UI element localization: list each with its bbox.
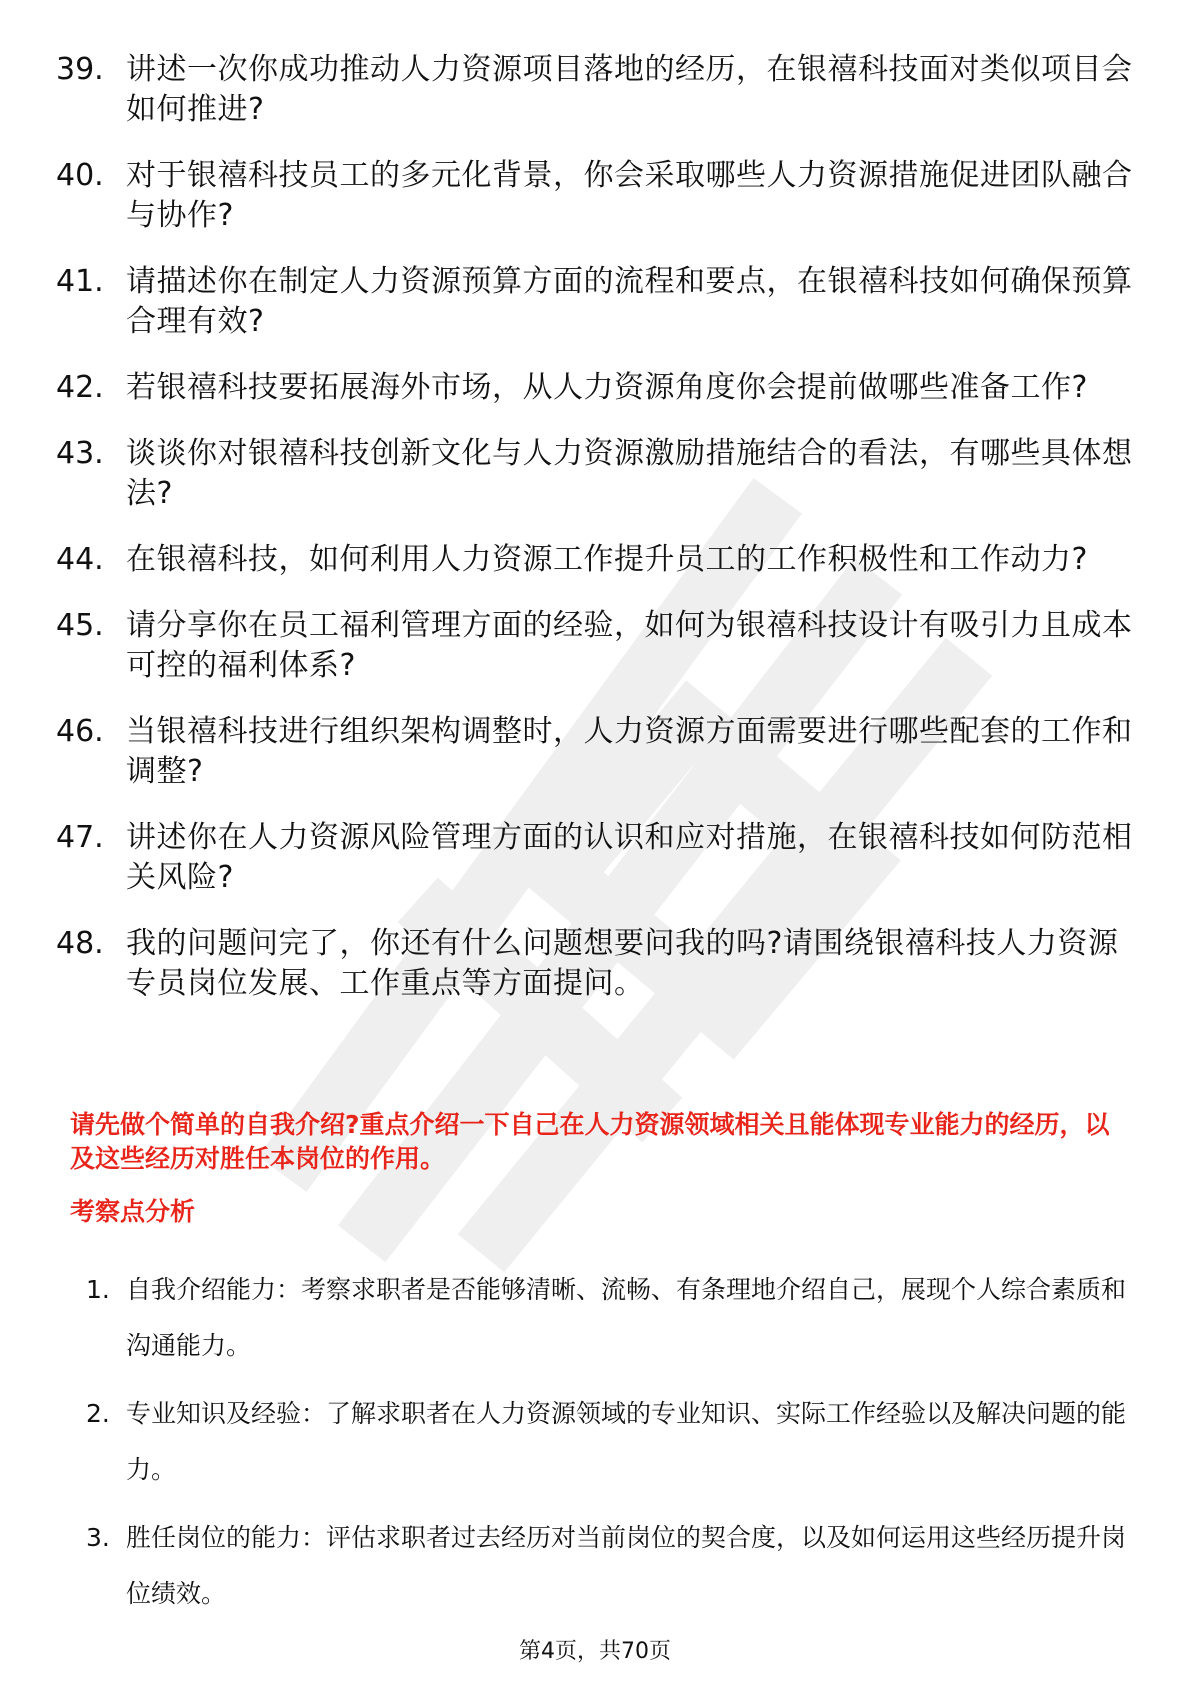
question-number: 41.: [56, 264, 104, 299]
analysis-text: 自我介绍能力：考察求职者是否能够清晰、流畅、有条理地介绍自己，展现个人综合素质和沟通能力。: [126, 1275, 1127, 1360]
question-text: 请描述你在制定人力资源预算方面的流程和要点，在银禧科技如何确保预算合理有效?: [126, 264, 1133, 339]
question-item: [56, 434, 1136, 514]
question-text: 请分享你在员工福利管理方面的经验，如何为银禧科技设计有吸引力且成本可控的福利体系?: [126, 608, 1133, 683]
question-text: 我的问题问完了，你还有什么问题想要问我的吗?请围绕银禧科技人力资源专员岗位发展、工作重点等方面提问。: [126, 926, 1119, 1001]
question-text: 当银禧科技进行组织架构调整时，人力资源方面需要进行哪些配套的工作和调整?: [126, 714, 1133, 789]
question-number: 43.: [56, 436, 104, 471]
question-item: [56, 156, 1136, 236]
question-number: 42.: [56, 370, 104, 405]
question-number: 44.: [56, 542, 104, 577]
question-text: 在银禧科技，如何利用人力资源工作提升员工的工作积极性和工作动力?: [126, 542, 1088, 577]
analysis-list: [86, 1262, 1126, 1634]
analysis-text: 胜任岗位的能力：评估求职者过去经历对当前岗位的契合度，以及如何运用这些经历提升岗位绩效。: [126, 1523, 1127, 1608]
analysis-number: 2.: [86, 1399, 110, 1428]
analysis-text: 专业知识及经验：了解求职者在人力资源领域的专业知识、实际工作经验以及解决问题的能力。: [126, 1399, 1127, 1484]
question-item: [56, 818, 1136, 898]
section-title: 考察点分析: [70, 1197, 196, 1226]
analysis-number: 1.: [86, 1275, 110, 1304]
question-text: 讲述你在人力资源风险管理方面的认识和应对措施，在银禧科技如何防范相关风险?: [126, 820, 1133, 895]
question-item: [56, 712, 1136, 792]
analysis-number: 3.: [86, 1523, 110, 1552]
question-text: 对于银禧科技员工的多元化背景，你会采取哪些人力资源措施促进团队融合与协作?: [126, 158, 1133, 233]
question-item: [56, 606, 1136, 686]
question-number: 46.: [56, 714, 104, 749]
question-item: [56, 262, 1136, 342]
question-item: [56, 924, 1136, 1004]
question-text: 若银禧科技要拓展海外市场，从人力资源角度你会提前做哪些准备工作?: [126, 370, 1088, 405]
highlighted-question: 请先做个简单的自我介绍?重点介绍一下自己在人力资源领域相关且能体现专业能力的经历，以及这些经历对胜任本岗位的作用。: [70, 1110, 1110, 1173]
question-number: 48.: [56, 926, 104, 961]
question-item: [56, 540, 1136, 580]
analysis-item: [86, 1510, 1126, 1622]
question-number: 45.: [56, 608, 104, 643]
question-text: 谈谈你对银禧科技创新文化与人力资源激励措施结合的看法，有哪些具体想法?: [126, 436, 1133, 511]
question-text: 讲述一次你成功推动人力资源项目落地的经历，在银禧科技面对类似项目会如何推进?: [126, 52, 1133, 127]
question-number: 47.: [56, 820, 104, 855]
page-footer: 第4页，共70页: [519, 1639, 671, 1664]
question-item: [56, 50, 1136, 130]
analysis-item: [86, 1386, 1126, 1498]
analysis-item: [86, 1262, 1126, 1374]
question-number: 40.: [56, 158, 104, 193]
question-number: 39.: [56, 52, 104, 87]
question-item: [56, 368, 1136, 408]
question-list: [56, 50, 1136, 1030]
